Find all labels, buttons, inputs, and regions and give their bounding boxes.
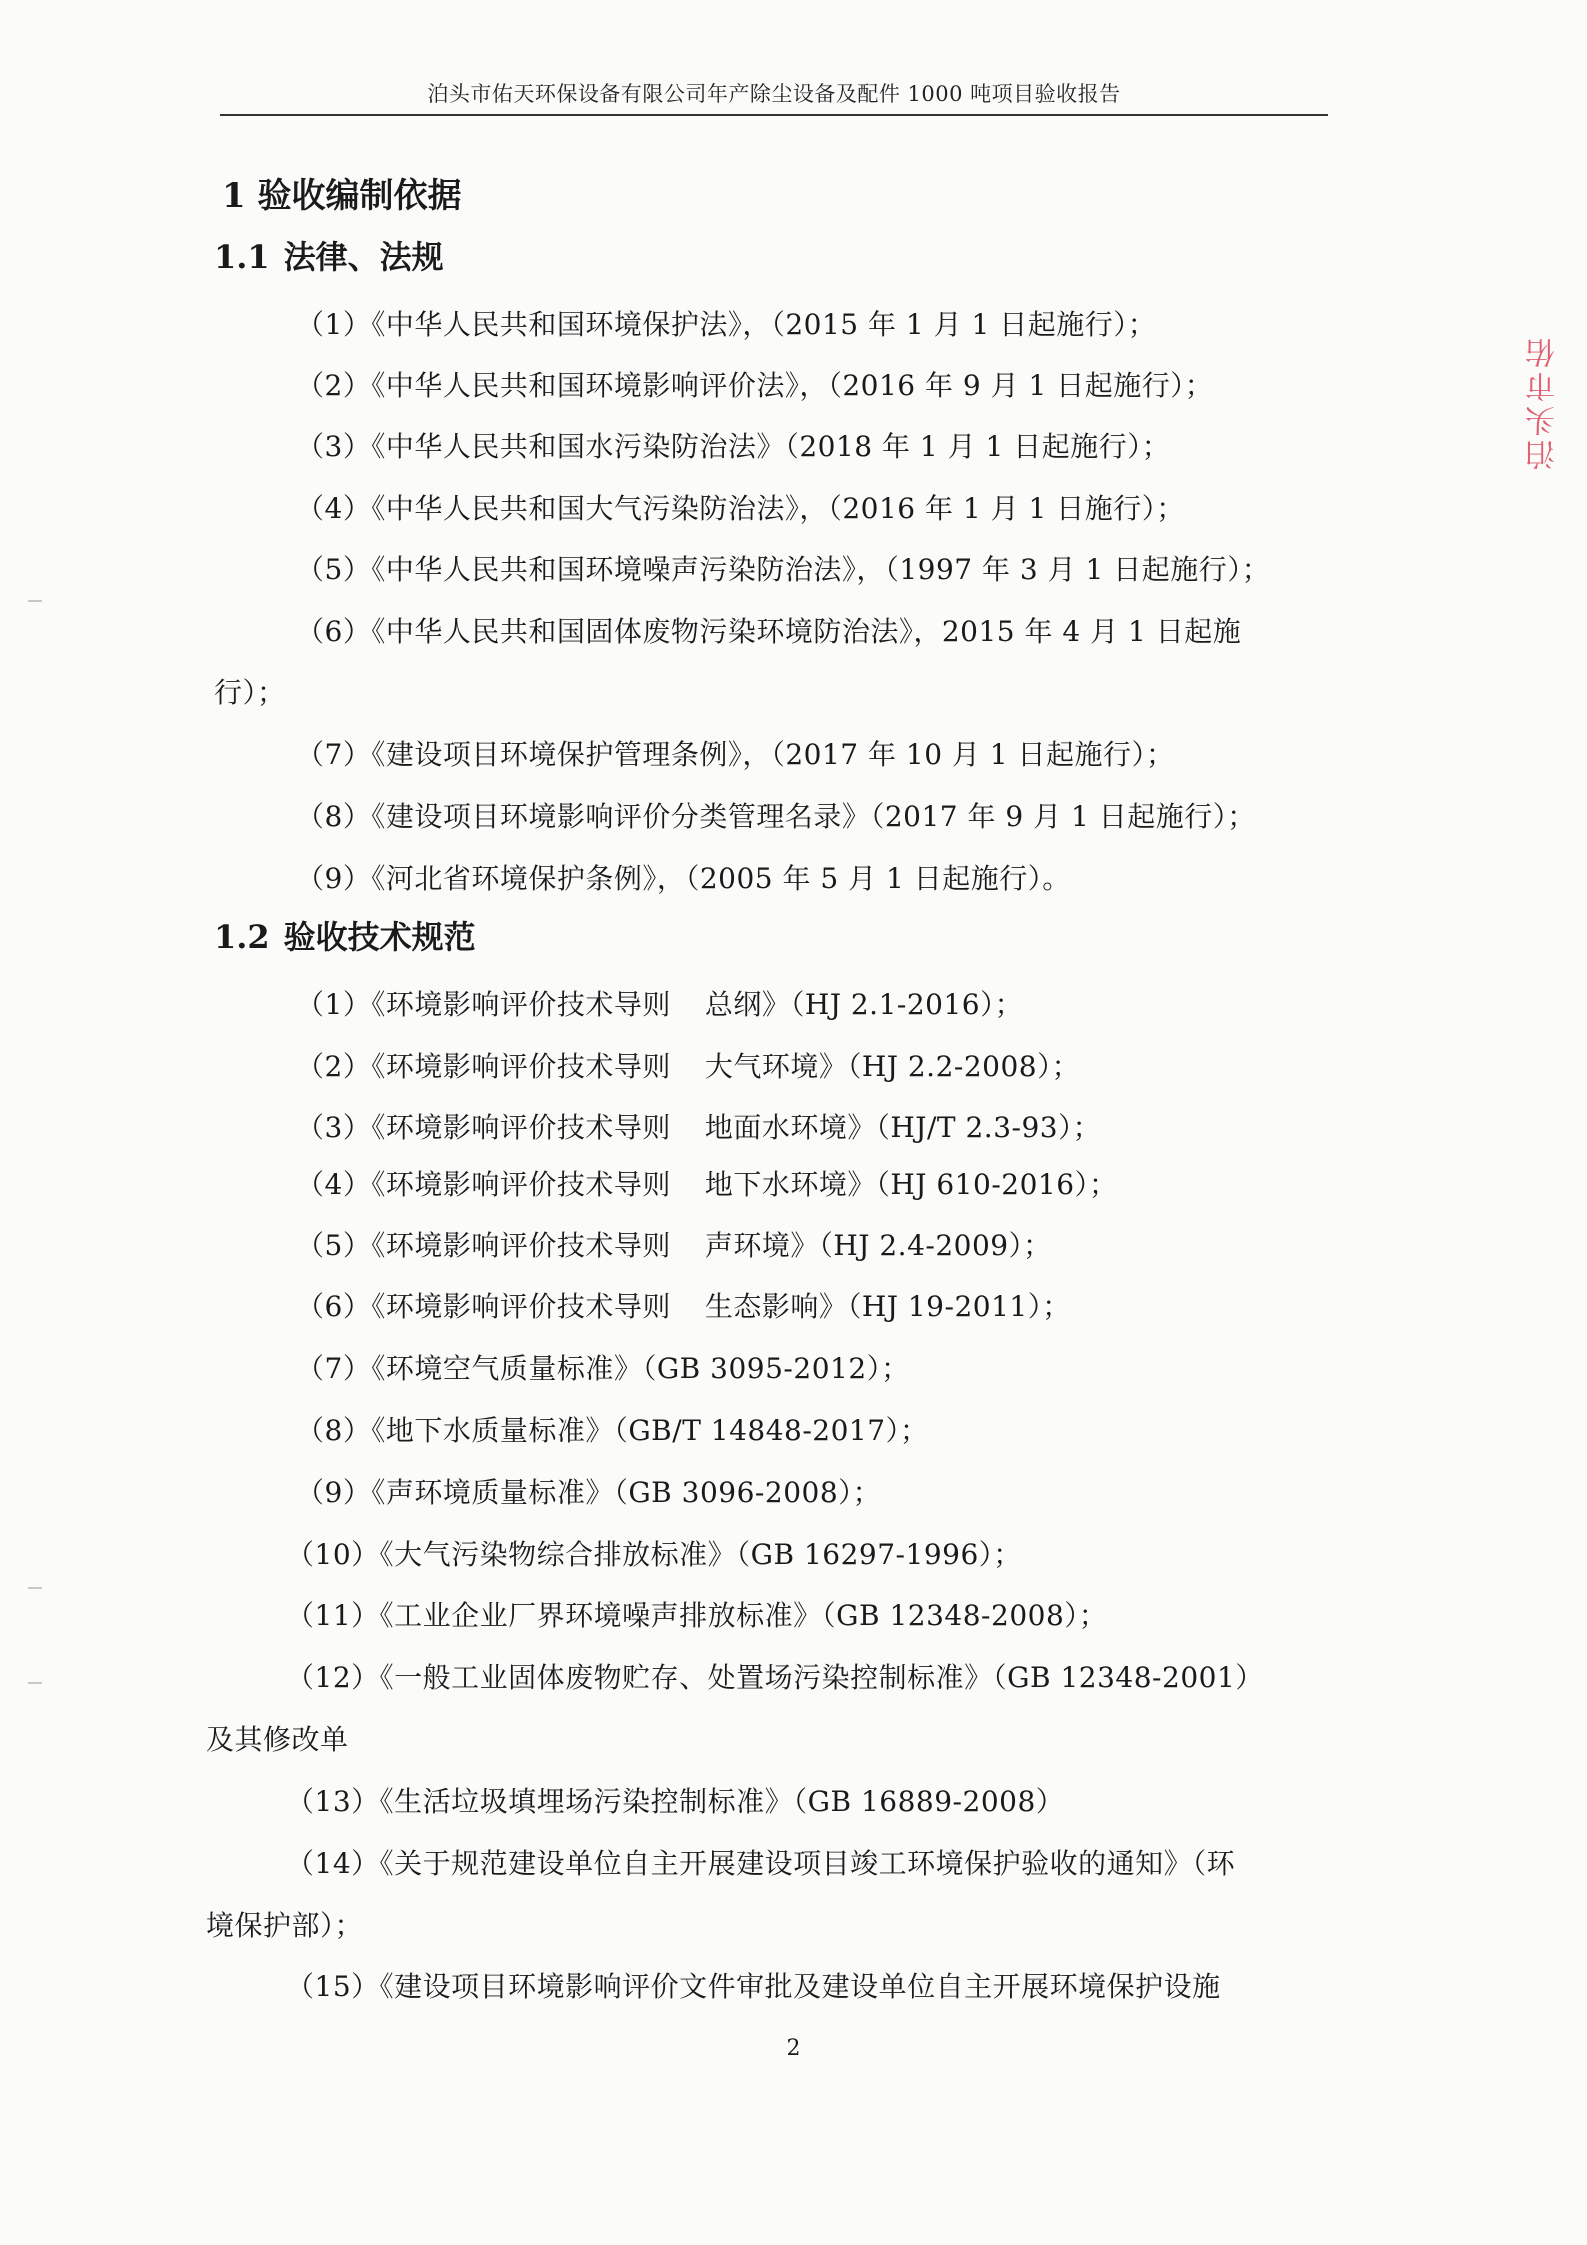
spec-item-14-continuation: 境保护部）； xyxy=(206,1909,364,1942)
section-1-2-number: 1.2 xyxy=(214,918,270,956)
page-number: 2 xyxy=(786,2036,801,2061)
law-item-8: （8）《建设项目环境影响评价分类管理名录》（2017 年 9 月 1 日起施行）； xyxy=(296,800,1256,833)
spec-item-13: （13）《生活垃圾填埋场污染控制标准》（GB 16889-2008） xyxy=(286,1785,1065,1818)
spec-item-1: （1）《环境影响评价技术导则 总纲》（HJ 2.1-2016）； xyxy=(296,988,1024,1021)
section-1-2-heading xyxy=(214,912,476,958)
section-1-1-number: 1.1 xyxy=(214,238,270,276)
spec-item-11: （11）《工业企业厂界环境噪声排放标准》（GB 12348-2008）； xyxy=(286,1599,1108,1632)
spec-item-15: （15）《建设项目环境影响评价文件审批及建设单位自主开展环境保护设施 xyxy=(286,1970,1221,2003)
law-item-4: （4）《中华人民共和国大气污染防治法》，（2016 年 1 月 1 日施行）； xyxy=(296,492,1185,525)
red-stamp-fragment: 泊头市佑 xyxy=(1526,334,1561,470)
section-1-title: 1 验收编制依据 xyxy=(222,176,462,216)
spec-item-14: （14）《关于规范建设单位自主开展建设项目竣工环境保护验收的通知》（环 xyxy=(286,1847,1236,1880)
scan-mark xyxy=(28,1682,42,1684)
running-header: 泊头市佑天环保设备有限公司年产除尘设备及配件 1000 吨项目验收报告 xyxy=(427,82,1121,106)
law-item-3: （3）《中华人民共和国水污染防治法》（2018 年 1 月 1 日起施行）； xyxy=(296,430,1171,463)
scan-mark xyxy=(28,600,42,602)
law-item-5: （5）《中华人民共和国环境噪声污染防治法》，（1997 年 3 月 1 日起施行）； xyxy=(296,553,1271,586)
spec-item-7: （7）《环境空气质量标准》（GB 3095-2012）； xyxy=(296,1352,910,1385)
scan-mark xyxy=(28,1587,42,1589)
spec-item-2: （2）《环境影响评价技术导则 大气环境》（HJ 2.2-2008）； xyxy=(296,1050,1081,1083)
law-item-7: （7）《建设项目环境保护管理条例》，（2017 年 10 月 1 日起施行）； xyxy=(296,738,1175,771)
spec-item-10: （10）《大气污染物综合排放标准》（GB 16297-1996）； xyxy=(286,1538,1022,1571)
section-1-1-title: 法律、法规 xyxy=(283,238,444,276)
law-item-1: （1）《中华人民共和国环境保护法》，（2015 年 1 月 1 日起施行）； xyxy=(296,308,1157,341)
law-item-2: （2）《中华人民共和国环境影响评价法》，（2016 年 9 月 1 日起施行）； xyxy=(296,369,1214,402)
spec-item-3: （3）《环境影响评价技术导则 地面水环境》（HJ/T 2.3-93）； xyxy=(296,1111,1102,1144)
law-item-6: （6）《中华人民共和国固体废物污染环境防治法》，2015 年 4 月 1 日起施 xyxy=(296,615,1242,648)
spec-item-8: （8）《地下水质量标准》（GB/T 14848-2017）； xyxy=(296,1414,929,1447)
spec-item-4: （4）《环境影响评价技术导则 地下水环境》（HJ 610-2016）； xyxy=(296,1168,1118,1201)
law-item-9: （9）《河北省环境保护条例》，（2005 年 5 月 1 日起施行）。 xyxy=(296,862,1071,895)
spec-item-9: （9）《声环境质量标准》（GB 3096-2008）； xyxy=(296,1476,882,1509)
spec-item-5: （5）《环境影响评价技术导则 声环境》（HJ 2.4-2009）； xyxy=(296,1229,1052,1262)
law-item-6-continuation: 行）； xyxy=(214,676,286,709)
spec-item-12: （12）《一般工业固体废物贮存、处置场污染控制标准》（GB 12348-2001） xyxy=(286,1661,1264,1694)
spec-item-12-continuation: 及其修改单 xyxy=(206,1723,349,1756)
section-1-1-heading xyxy=(214,232,444,278)
header-rule xyxy=(220,114,1328,116)
spec-item-6: （6）《环境影响评价技术导则 生态影响》（HJ 19-2011）； xyxy=(296,1290,1071,1323)
section-1-2-title: 验收技术规范 xyxy=(283,918,476,956)
